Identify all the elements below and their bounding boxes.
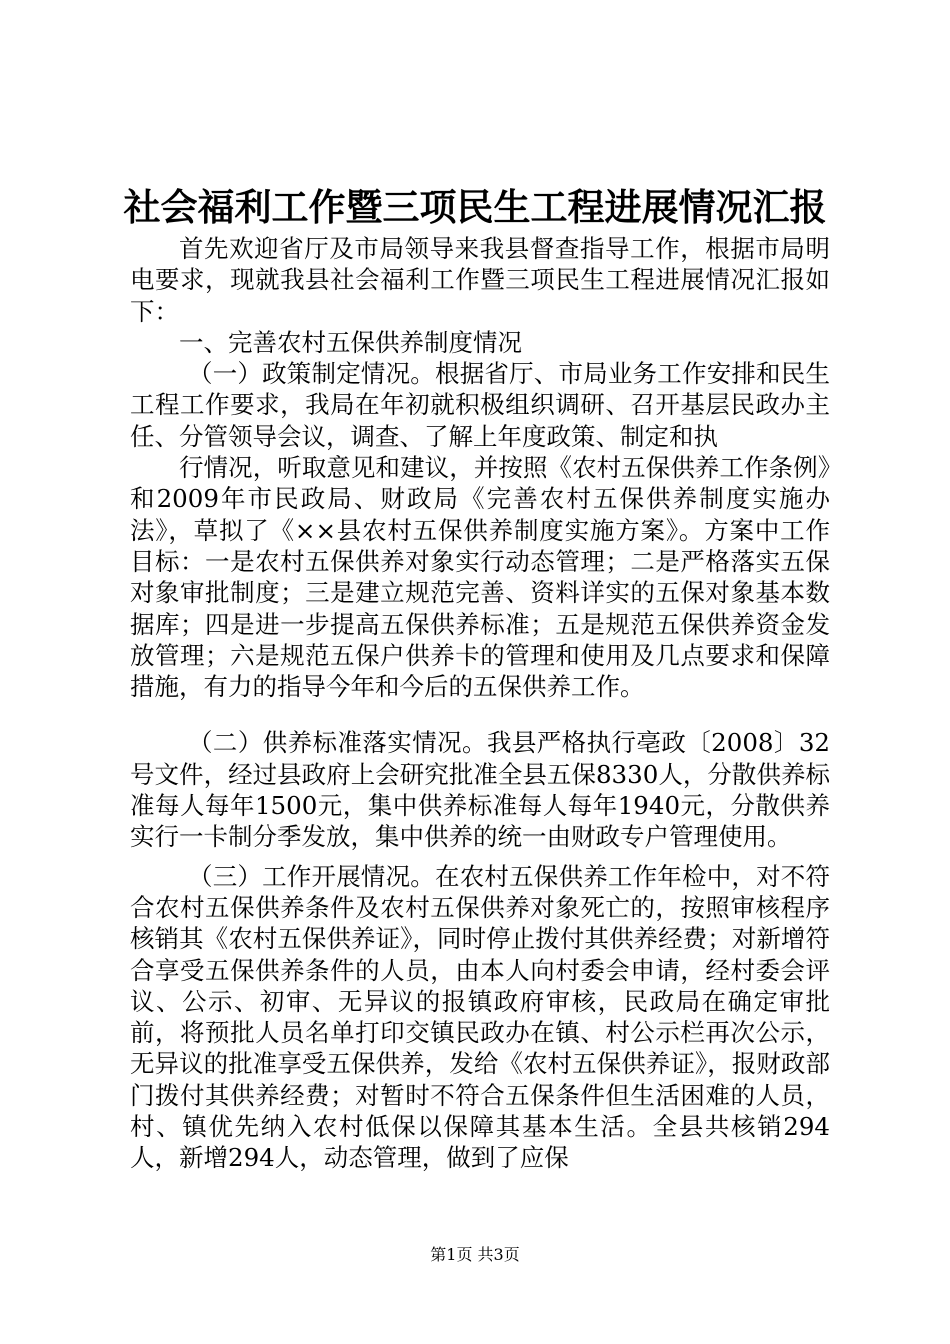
paragraph-work: （三）工作开展情况。在农村五保供养工作年检中，对不符合农村五保供养条件及农村五保供养对象死亡的，按照审核程序核销其《农村五保供养证》，同时停止拨付其供养经费；对新增符合享受五保供养条件的人员，由本人向村委会申请，经村委会评议、公示、初审、无异议的报镇政府审核，民政局在确定审批前，将预批人员名单打印交镇民政办在镇、村公示栏再次公示，无异议的批准享受五保供养，发给《农村五保供养证》，报财政部门拨付其供养经费；对暂时不符合五保条件但生活困难的人员，村、镇优先纳入农村低保以保障其基本生活。全县共核销294人，新增294人，动态管理，做到了应保 [130,861,830,1173]
paragraph-standard: （二）供养标准落实情况。我县严格执行亳政〔2008〕32号文件，经过县政府上会研究批准全县五保8330人，分散供养标准每人每年1500元，集中供养标准每人每年1940元，分散供养实行一卡制分季发放，集中供养的统一由财政专户管理使用。 [130,728,830,852]
paragraph-policy: （一）政策制定情况。根据省厅、市局业务工作安排和民生工程工作要求，我局在年初就积极组织调研、召开基层民政办主任、分管领导会议，调查、了解上年度政策、制定和执 [130,359,830,451]
document-title: 社会福利工作暨三项民生工程进展情况汇报 [123,185,827,229]
page-footer: 第1页 共3页 [430,1245,520,1264]
section-heading: 一、完善农村五保供养制度情况 [179,327,522,357]
paragraph-policy-cont: 行情况，听取意见和建议，并按照《农村五保供养工作条例》和2009年市民政局、财政局《完善农村五保供养制度实施办法》，草拟了《××县农村五保供养制度实施方案》。方案中工作目标：一是农村五保供养对象实行动态管理；二是严格落实五保对象审批制度；三是建立规范完善、资料详实的五保对象基本数据库；四是进一步提高五保供养标准；五是规范五保供养资金发放管理；六是规范五保户供养卡的管理和使用及几点要求和保障措施，有力的指导今年和今后的五保供养工作。 [130,453,830,702]
paragraph-intro: 首先欢迎省厅及市局领导来我县督查指导工作，根据市局明电要求，现就我县社会福利工作暨三项民生工程进展情况汇报如下： [130,234,830,326]
document-body [130,233,830,1174]
